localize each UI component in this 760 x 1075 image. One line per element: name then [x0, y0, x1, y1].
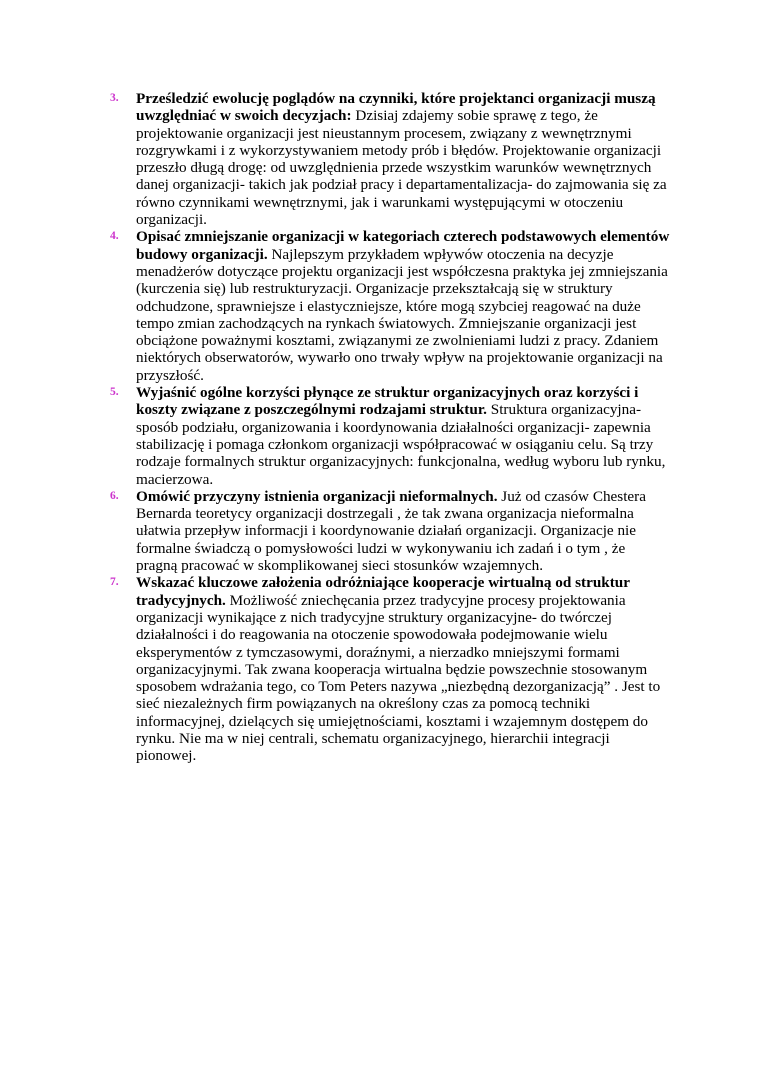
list-item-number: 4.: [110, 230, 119, 243]
list-item-text: [136, 488, 670, 574]
list-item-text: [136, 574, 670, 764]
list-item-heading: Wskazać kluczowe założenia odróżniające kooperacje wirtualną od struktur tradycyjnych.: [136, 574, 630, 609]
list-item-number: 5.: [110, 386, 119, 399]
list-item-body: Już od czasów Chestera Bernarda teoretycy organizacji dostrzegali , że tak zwana organizacja nieformalna ułatwia przepływ informacji i koordynowanie działań organizacji. Organizacje nie formalne świadczą o pomysłowości ludzi w wykonywaniu ich zadań i o tym , że pragną pracować w skomplikowanej sieci stosunków wzajemnych.: [136, 487, 646, 575]
list-item-heading: Omówić przyczyny istnienia organizacji nieformalnych.: [136, 487, 498, 505]
list-item: [110, 90, 670, 228]
numbered-list: [110, 90, 670, 765]
list-item: [110, 574, 670, 764]
list-item: [110, 384, 670, 488]
list-item-text: [136, 384, 670, 488]
list-item-body: Najlepszym przykładem wpływów otoczenia na decyzje menadżerów dotyczące projektu organizacji jest współczesna praktyka jej zmniejszania (kurczenia się) lub restrukturyzacji. Organizacje przekształcają się w struktury odchudzone, sprawniejsze i elastyczniejsze, które mogą szybciej reagować na duże tempo zmian zachodzących na rynkach światowych. Zmniejszanie organizacji jest obciążone poważnymi kosztami, związanymi ze zwolnieniami ludzi z pracy. Zdaniem niektórych obserwatorów, wywarło ono trwały wpływ na projektowanie organizacji na przyszłość.: [136, 245, 668, 384]
list-item-heading: Prześledzić ewolucję poglądów na czynniki, które projektanci organizacji muszą uwzględniać w swoich decyzjach:: [136, 90, 656, 125]
list-item-text: [136, 90, 670, 228]
list-item-number: 3.: [110, 92, 119, 104]
list-item-body: Możliwość zniechęcania przez tradycyjne procesy projektowania organizacji wynikające z nich tradycyjne struktury organizacyjne- do twórczej działalności i do reagowania na otoczenie spowodowała podejmowanie wielu eksperymentów z tymczasowymi, doraźnymi, a nierzadko mniejszymi formami organizacyjnymi. Tak zwana kooperacja wirtualna będzie powszechnie stosowanym sposobem wdrażania tego, co Tom Peters nazywa „niezbędną dezorganizacją” . Jest to sieć niezależnych firm powiązanych na określony czas za pomocą techniki informacyjnej, dzielących się umiejętnościami, kosztami i wzajemnym dostępem do rynku. Nie ma w niej centrali, schematu organizacyjnego, hierarchii integracji pionowej.: [136, 591, 661, 765]
list-item: [110, 228, 670, 384]
list-item-text: [136, 228, 670, 384]
list-item-number: 7.: [110, 576, 119, 589]
list-item-heading: Opisać zmniejszanie organizacji w kategoriach czterech podstawowych elementów budowy organizacji.: [136, 228, 670, 263]
list-item: [110, 488, 670, 574]
list-item-heading: Wyjaśnić ogólne korzyści płynące ze struktur organizacyjnych oraz korzyści i koszty związane z poszczególnymi rodzajami struktur.: [136, 384, 639, 419]
list-item-body: Dzisiaj zdajemy sobie sprawę z tego, że projektowanie organizacji jest nieustannym procesem, związany z wewnętrznymi rozgrywkami i z wykorzystywaniem metody prób i błędów. Projektowanie organizacji przeszło długą drogę: od uwzględnienia przede wszystkim warunków wewnętrznych danej organizacji- takich jak podział pracy i departamentalizacja- do zajmowania się za równo czynnikami wewnętrznymi, jak i warunkami występującymi w otoczeniu organizacji.: [136, 107, 667, 229]
list-item-number: 6.: [110, 489, 119, 502]
list-item-body: Struktura organizacyjna- sposób podziału, organizowania i koordynowania działalności organizacji- zapewnia stabilizację i pomaga członkom organizacji współpracować w osiąganiu celu. Są trzy rodzaje formalnych struktur organizacyjnych: funkcjonalna, według wyboru lub rynku, macierzowa.: [136, 401, 666, 488]
